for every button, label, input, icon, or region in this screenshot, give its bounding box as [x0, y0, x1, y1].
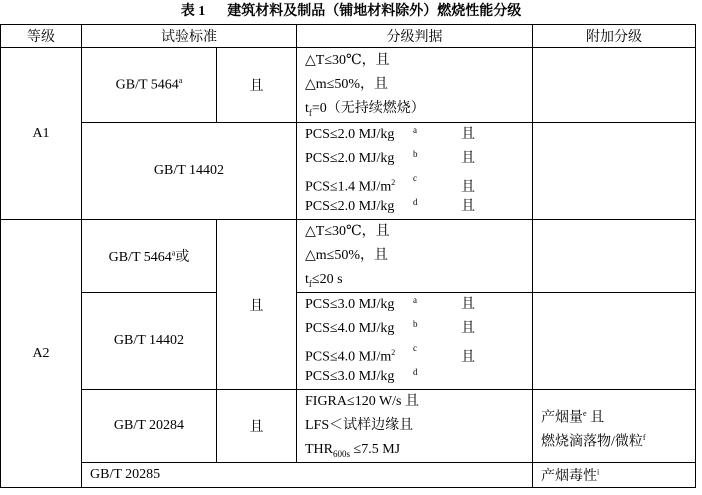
- a1-std-14402: GB/T 14402: [82, 123, 297, 220]
- a2-std-5464: GB/T 5464$^a$或: [82, 220, 217, 293]
- header-standard: 试验标准: [82, 25, 297, 48]
- header-grade: 等级: [1, 25, 82, 48]
- table-row: [1, 48, 696, 123]
- classification-table: [0, 24, 696, 488]
- a2-mid-conj: 且: [217, 220, 297, 390]
- table-row: [1, 220, 696, 293]
- table-row: [1, 293, 696, 390]
- a2-criteria-5464: △T≤30℃，且 △m≤50%，且 $t_f\le 20$ s: [297, 220, 533, 293]
- a2-extra-1: [533, 220, 696, 293]
- a1-extra-1: [533, 48, 696, 123]
- a2-std-20285: GB/T 20285: [82, 463, 533, 488]
- a2-extra-2: [533, 293, 696, 390]
- header-criteria: 分级判据: [297, 25, 533, 48]
- a2-criteria-20284: FIGRA≤120 W/s 且 LFS＜试样边缘且 $THR_{600s} \le 7.5$ MJ: [297, 390, 533, 463]
- a1-std-5464: GB/T 5464$^a$: [82, 48, 217, 123]
- a1-std-5464-conj: 且: [217, 48, 297, 123]
- table-number: 表 1: [180, 4, 206, 19]
- a1-extra-2: [533, 123, 696, 220]
- grade-a1: A1: [1, 48, 82, 220]
- a2-criteria-14402: PCS≤3.0 MJ/kg a 且 PCS≤4.0 MJ/kg b 且 PCS≤4.0 $MJ/m^2$ c且 PCS≤3.0 MJ/kg d: [297, 293, 533, 390]
- table-title: [0, 2, 702, 22]
- table-caption: 建筑材料及制品（铺地材料除外）燃烧性能分级: [227, 4, 522, 19]
- a2-extra-20285: 产烟毒性$^i$: [533, 463, 696, 488]
- table-row: [1, 463, 696, 488]
- header-additional: 附加分级: [533, 25, 696, 48]
- a2-extra-20284: 产烟量$^e$ 且 燃烧滴落物/微粒$^f$: [533, 390, 696, 463]
- grade-a2: A2: [1, 220, 82, 488]
- a2-std-14402: GB/T 14402: [82, 293, 217, 390]
- a1-criteria-14402: PCS≤2.0 MJ/kg a 且 PCS≤2.0 MJ/kg b 且 PCS≤1.4 $MJ/m^2$ c且 PCS≤2.0 MJ/kg d 且: [297, 123, 533, 220]
- a1-criteria-5464: △T≤30℃，且 △m≤50%，且 $t_f=0$（无持续燃烧）: [297, 48, 533, 123]
- table-row: [1, 123, 696, 220]
- a2-std-20284-conj: 且: [217, 390, 297, 463]
- a2-std-20284: GB/T 20284: [82, 390, 217, 463]
- table-row: [1, 390, 696, 463]
- header-row: [1, 25, 696, 48]
